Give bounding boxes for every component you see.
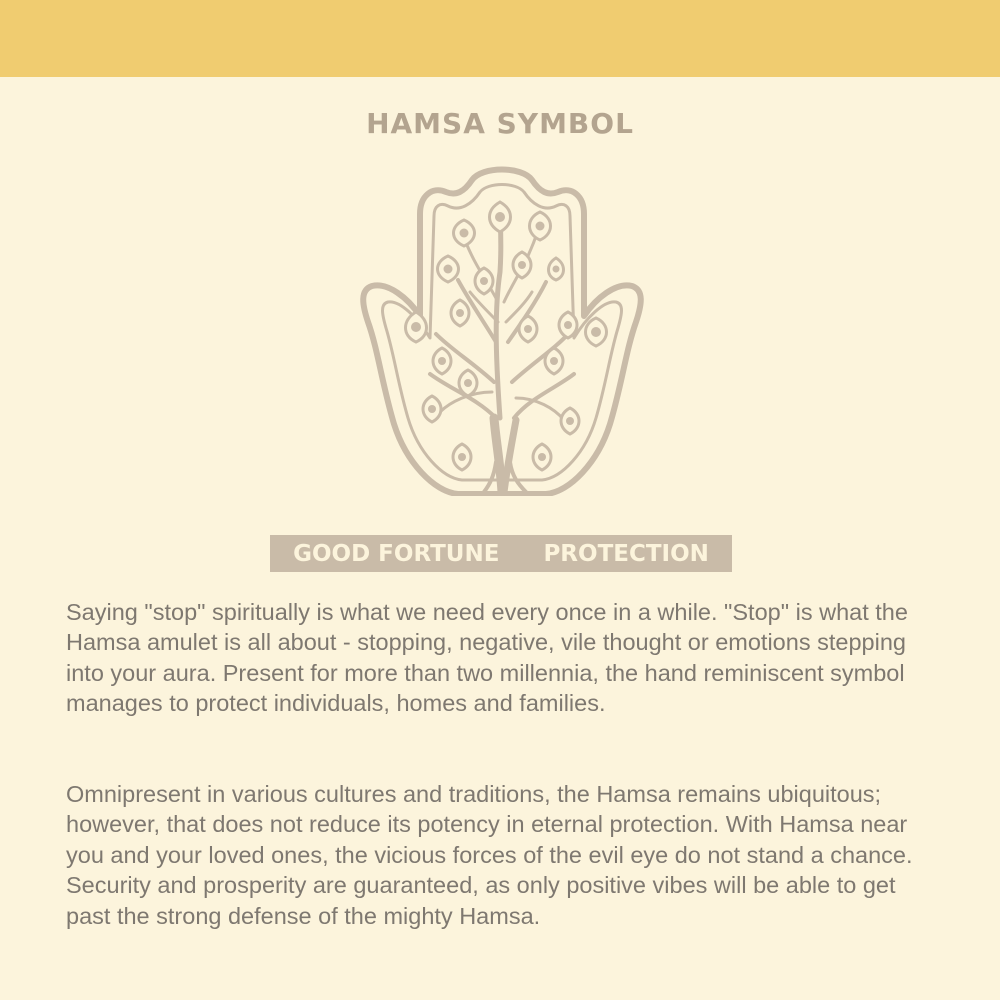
eye-motif xyxy=(453,444,471,470)
eye-motif xyxy=(406,312,427,342)
eye-motif xyxy=(586,318,607,346)
eye-motif xyxy=(519,316,537,342)
eye-motif xyxy=(490,202,511,232)
eye-motif xyxy=(459,370,477,396)
hamsa-illustration xyxy=(360,162,644,496)
eye-motif xyxy=(533,444,551,470)
eye-motif xyxy=(475,268,493,294)
branch-center xyxy=(496,212,501,418)
eye-motif xyxy=(433,348,451,374)
eye-motif xyxy=(513,252,531,278)
banner-label-good-fortune: GOOD FORTUNE xyxy=(293,540,500,567)
description-paragraph: Omnipresent in various cultures and traditions, the Hamsa remains ubiquitous; however, that does not reduce its potency in eternal protection. With Hamsa near you and your loved ones, the vicious forces of the evil eye do not stand a chance. Security and prosperity are guaranteed, as only positive vibes will be able to get past the strong defense of the mighty Hamsa. xyxy=(66,781,913,929)
banner-label-protection: PROTECTION xyxy=(543,540,709,567)
eye-motif xyxy=(423,396,441,422)
benefits-banner xyxy=(270,535,732,572)
eye-motif xyxy=(530,212,551,240)
description-paragraph: Saying "stop" spiritually is what we need every once in a while. "Stop" is what the Hamsa amulet is all about - stopping, negative, vile thought or emotions stepping into your aura. Present for more than two millennia, the hand reminiscent symbol manages to protect individuals, homes and families. xyxy=(66,599,908,717)
eye-motif xyxy=(451,300,469,326)
page-title: HAMSA SYMBOL xyxy=(366,107,634,140)
eye-motif xyxy=(545,348,563,374)
eye-motif xyxy=(549,258,564,280)
eye-motif xyxy=(559,312,577,338)
top-banner-strip xyxy=(0,0,1000,77)
eye-motif xyxy=(438,256,459,282)
tree-root-right xyxy=(510,462,526,492)
eye-motif xyxy=(561,408,579,434)
tree-root-left xyxy=(484,462,496,492)
hamsa-icon xyxy=(360,162,644,496)
eye-motif xyxy=(454,220,475,246)
